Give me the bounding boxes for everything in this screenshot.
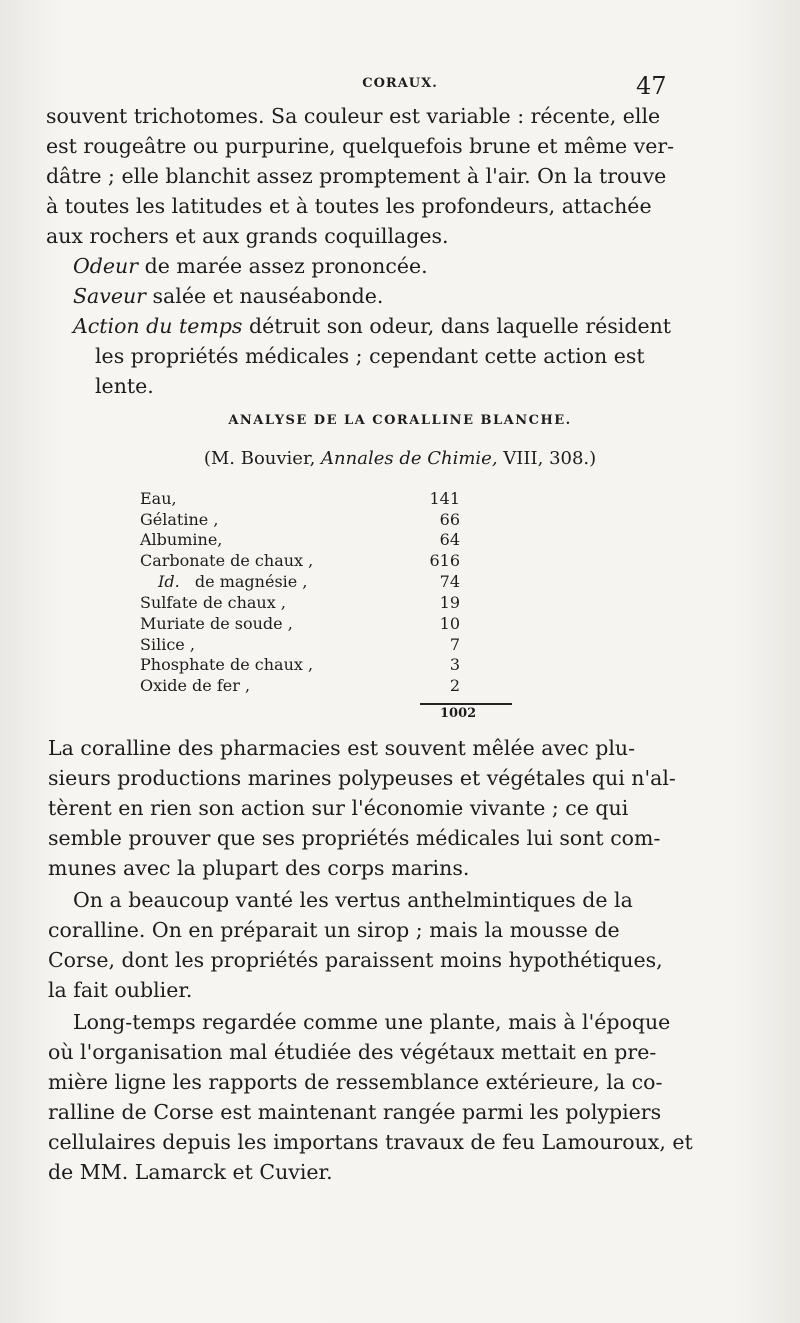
table-row-label: Silice , — [140, 635, 195, 654]
action-text: détruit son odeur, dans laquelle résident — [248, 314, 672, 338]
table-row-value: 10 — [439, 614, 460, 633]
page-number: 47 — [636, 72, 667, 100]
text-line: à toutes les latitudes et à toutes les profondeurs, attachée — [46, 194, 652, 218]
table-row-value: 616 — [429, 551, 460, 570]
odeur-line — [73, 254, 428, 278]
table-row-value: 64 — [439, 530, 460, 549]
text-line: cellulaires depuis les importans travaux de feu Lamouroux, et — [48, 1130, 693, 1154]
text-line: les propriétés médicales ; cependant cette action est — [95, 344, 645, 368]
table-row-label: Carbonate de chaux , — [140, 551, 314, 570]
table-row-label: Gélatine , — [140, 510, 219, 529]
text-line: ralline de Corse est maintenant rangée parmi les polypiers — [48, 1100, 662, 1124]
text-line: de MM. Lamarck et Cuvier. — [48, 1160, 333, 1184]
table-row-value: 3 — [449, 655, 460, 674]
odeur-text: de marée assez prononcée. — [144, 254, 428, 278]
table-row-value: 141 — [429, 489, 460, 508]
text-line: On a beaucoup vanté les vertus anthelmintiques de la — [73, 888, 633, 912]
analysis-title: ANALYSE DE LA CORALLINE BLANCHE. — [228, 413, 572, 428]
text-line: semble prouver que ses propriétés médicales lui sont com- — [48, 826, 661, 850]
text-line: coralline. On en préparait un sirop ; mais la mousse de — [48, 918, 620, 942]
running-header: CORAUX. — [362, 76, 438, 91]
analysis-source — [0, 448, 800, 469]
id-abbrev: Id. — [158, 572, 180, 591]
table-row-value: 66 — [439, 510, 460, 529]
table-row-value: 7 — [449, 635, 460, 654]
sum-rule — [420, 703, 512, 705]
table-row-label: Albumine, — [140, 530, 223, 549]
text-line: la fait oublier. — [48, 978, 193, 1002]
text-line: aux rochers et aux grands coquillages. — [46, 224, 449, 248]
action-label: Action du temps — [73, 314, 243, 338]
text-line: Long-temps regardée comme une plante, mais à l'époque — [73, 1010, 671, 1034]
text-line: lente. — [95, 374, 154, 398]
source-journal: Annales de Chimie, — [321, 448, 498, 469]
text-line: souvent trichotomes. Sa couleur est variable : récente, elle — [46, 104, 661, 128]
table-row-value: 19 — [439, 593, 460, 612]
table-row-label — [158, 572, 307, 591]
row-label-text: de magnésie , — [194, 572, 308, 591]
saveur-label: Saveur — [73, 284, 146, 308]
table-row-label: Sulfate de chaux , — [140, 593, 286, 612]
text-line: tèrent en rien son action sur l'économie vivante ; ce qui — [48, 796, 629, 820]
table-row-value: 74 — [439, 572, 460, 591]
table-row-label: Eau, — [140, 489, 177, 508]
text-line: est rougeâtre ou purpurine, quelquefois brune et même ver- — [46, 134, 675, 158]
text-line: sieurs productions marines polypeuses et végétales qui n'al- — [48, 766, 676, 790]
text-line: Corse, dont les propriétés paraissent moins hypothétiques, — [48, 948, 663, 972]
text-line: mière ligne les rapports de ressemblance extérieure, la co- — [48, 1070, 663, 1094]
saveur-text: salée et nauséabonde. — [152, 284, 384, 308]
text-line: La coralline des pharmacies est souvent mêlée avec plu- — [48, 736, 636, 760]
table-row-label: Muriate de soude , — [140, 614, 293, 633]
table-row-label: Oxide de fer , — [140, 676, 251, 695]
source-suffix: VIII, 308.) — [503, 448, 597, 469]
table-row-label: Phosphate de chaux , — [140, 655, 314, 674]
action-line — [73, 314, 671, 338]
text-line: dâtre ; elle blanchit assez promptement à l'air. On la trouve — [46, 164, 667, 188]
source-prefix: (M. Bouvier, — [203, 448, 316, 469]
text-line: munes avec la plupart des corps marins. — [48, 856, 470, 880]
table-row-value: 2 — [449, 676, 460, 695]
table-total: 1002 — [440, 706, 477, 721]
saveur-line — [73, 284, 383, 308]
odeur-label: Odeur — [73, 254, 139, 278]
text-line: où l'organisation mal étudiée des végétaux mettait en pre- — [48, 1040, 657, 1064]
